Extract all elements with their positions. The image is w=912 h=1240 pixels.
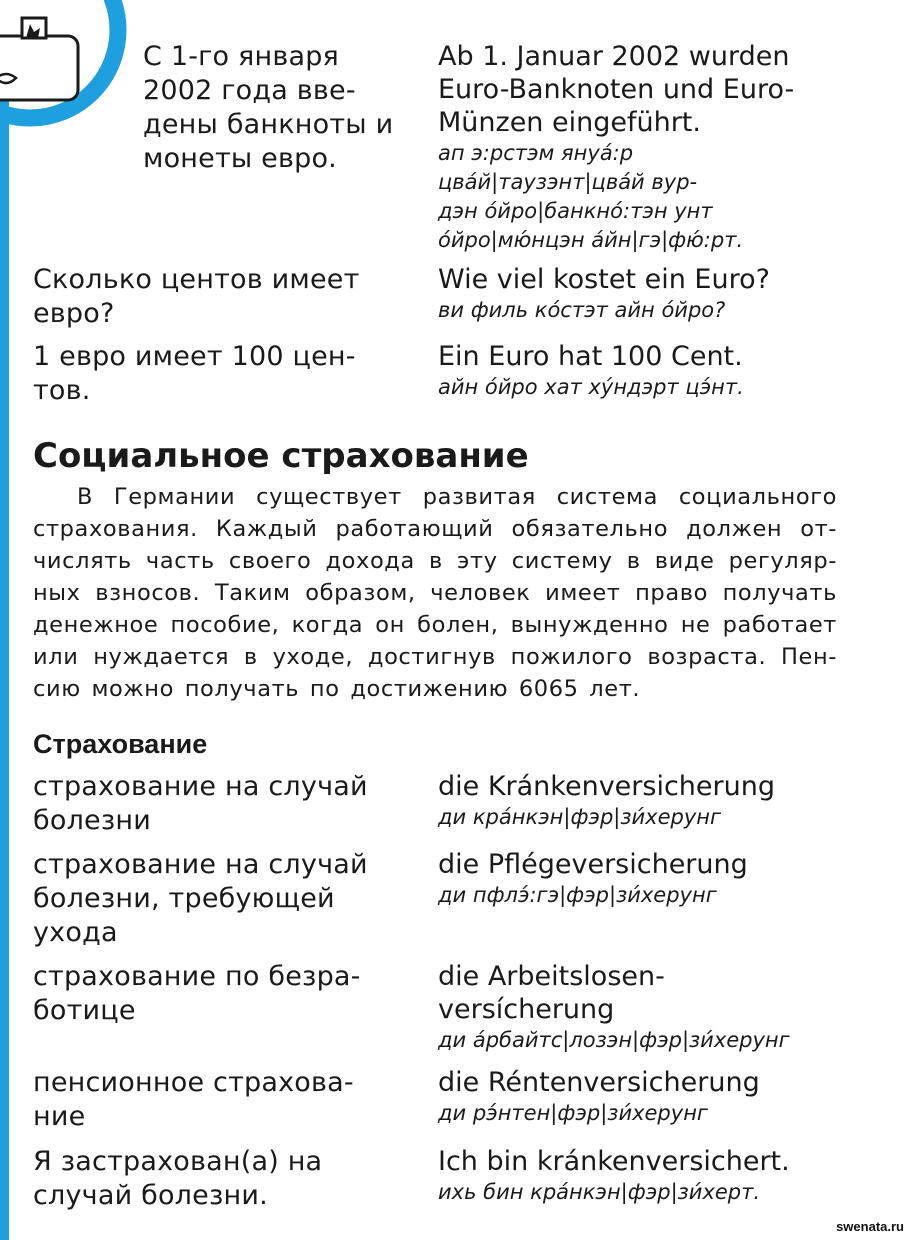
- text-line: дэн о́йро|банкно́:тэн унт: [438, 199, 713, 223]
- phrase-de-group: [438, 340, 898, 402]
- text-line: тов.: [33, 375, 91, 406]
- phrase-transcription: [438, 373, 898, 402]
- entry-ru: [33, 1066, 423, 1134]
- text-line: ап э:рстэм януа́:р: [438, 141, 634, 165]
- text-line: ние: [33, 1101, 86, 1132]
- entry-de: [438, 1066, 898, 1099]
- text-line: или нуждается в уходе, достигнув пожилого возраста. Пен-: [33, 644, 837, 670]
- entry-ru: [33, 770, 423, 838]
- text-line: цва́й|таузэнт|цва́й вур-: [438, 170, 698, 194]
- text-line: 1 евро имеет 100 цен-: [33, 341, 356, 372]
- text-line: о́йро|мю́нцэн а́йн|гэ|фю́:рт.: [438, 228, 744, 252]
- entry-transcription: [438, 803, 898, 832]
- text-line: монеты евро.: [143, 143, 337, 174]
- text-line: die Kránkenversicherung: [438, 771, 775, 802]
- phrase-de-group: [438, 263, 898, 325]
- entry-transcription: [438, 1178, 898, 1207]
- text-line: ихь бин кра́нкэн|фэр|зи́херт.: [438, 1180, 761, 1204]
- text-line: ных взносов. Таким образом, человек имеет право получать: [33, 580, 837, 606]
- phrase-transcription: [438, 139, 898, 255]
- text-line: страхование на случай: [33, 771, 368, 802]
- section-title: Социальное страхование: [33, 436, 529, 476]
- text-line: случай болезни.: [33, 1180, 268, 1211]
- text-line: Ab 1. Januar 2002 wurden: [438, 41, 790, 72]
- phrase-de: [438, 40, 898, 139]
- entry-ru: [33, 1145, 423, 1213]
- text-line: ухода: [33, 917, 118, 948]
- phrase-de: [438, 340, 898, 373]
- phrase-ru: [143, 40, 413, 176]
- entry-transcription: [438, 881, 898, 910]
- text-line: Wie viel kostet ein Euro?: [438, 264, 770, 295]
- text-line: болезни, требующей: [33, 883, 335, 914]
- phrase-ru: [33, 340, 413, 408]
- entry-de: [438, 960, 898, 1026]
- text-line: болезни: [33, 805, 151, 836]
- briefcase-icon: [0, 0, 150, 150]
- phrase-de-group: [438, 40, 898, 255]
- text-line: Münzen eingeführt.: [438, 107, 701, 138]
- text-line: die Pflégeversicherung: [438, 849, 748, 880]
- entry-ru: [33, 848, 423, 950]
- text-line: Я застрахован(а) на: [33, 1146, 323, 1177]
- text-line: Ein Euro hat 100 Cent.: [438, 341, 743, 372]
- text-line: сию можно получать по достижению 6065 лет.: [33, 676, 641, 702]
- entry-de-group: [438, 1145, 898, 1207]
- text-line: страхование по безра-: [33, 961, 361, 992]
- text-line: die Arbeitslosen-: [438, 961, 665, 992]
- text-line: ди пфлэ́:гэ|фэр|зи́херунг: [438, 883, 717, 907]
- text-line: пенсионное страхова-: [33, 1067, 354, 1098]
- text-line: Сколько центов имеет: [33, 264, 360, 295]
- entry-de-group: [438, 960, 898, 1055]
- text-line: ди кра́нкэн|фэр|зи́херунг: [438, 805, 722, 829]
- accent-sidebar-bar: [0, 90, 9, 1240]
- phrase-transcription: [438, 296, 898, 325]
- text-line: С 1-го января: [143, 41, 339, 72]
- text-line: die Réntenversicherung: [438, 1067, 760, 1098]
- text-line: Ich bin kránkenversichert.: [438, 1146, 790, 1177]
- text-line: числять часть своего дохода в эту систему в виде регуляр-: [33, 548, 837, 574]
- section-paragraph: [33, 481, 837, 705]
- entry-transcription: [438, 1026, 898, 1055]
- entry-de: [438, 848, 898, 881]
- text-line: ди а́рбайтс|лозэн|фэр|зи́херунг: [438, 1028, 790, 1052]
- entry-de: [438, 770, 898, 803]
- entry-de: [438, 1145, 898, 1178]
- text-line: страхование на случай: [33, 849, 368, 880]
- text-line: В Германии существует развитая система социального: [77, 484, 837, 510]
- text-line: 2002 года вве-: [143, 75, 356, 106]
- text-line: Euro-Banknoten und Euro-: [438, 74, 795, 105]
- entry-de-group: [438, 1066, 898, 1128]
- subsection-title: Страхование: [33, 729, 208, 759]
- text-line: евро?: [33, 298, 115, 329]
- entry-ru: [33, 960, 423, 1028]
- text-line: versícherung: [438, 994, 615, 1025]
- text-line: страхования. Каждый работающий обязательно должен от-: [33, 516, 837, 542]
- text-line: ботице: [33, 995, 136, 1026]
- text-line: ди рэ́нтен|фэр|зи́херунг: [438, 1101, 708, 1125]
- text-line: дены банкноты и: [143, 109, 394, 140]
- phrase-de: [438, 263, 898, 296]
- entry-transcription: [438, 1099, 898, 1128]
- entry-de-group: [438, 848, 898, 910]
- text-line: айн о́йро хат ху́ндэрт цэ́нт.: [438, 375, 744, 399]
- watermark: swenata.ru: [836, 1219, 904, 1234]
- entry-de-group: [438, 770, 898, 832]
- phrase-ru: [33, 263, 413, 331]
- text-line: денежное пособие, когда он болен, вынужденно не работает: [33, 612, 837, 638]
- text-line: ви филь ко́стэт айн о́йро?: [438, 298, 726, 322]
